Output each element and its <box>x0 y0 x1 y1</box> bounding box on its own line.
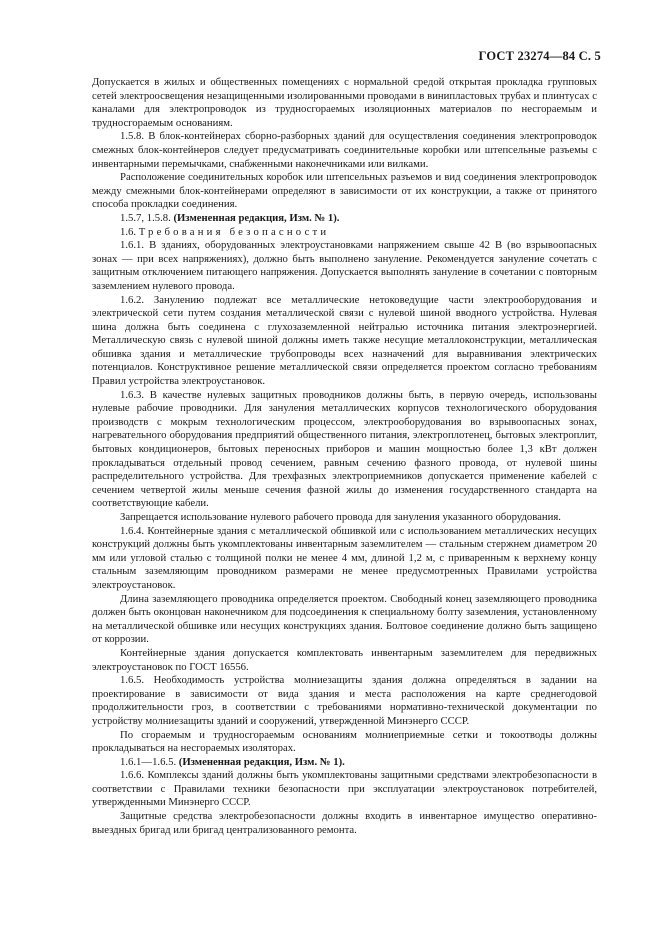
paragraph: 1.6.4. Контейнерные здания с металлической обшивкой или с использованием металлических несущих конструкций должны быть укомплектованы инвентарным заземлителем — стальным стержнем диаметром 20 мм или угловой сталью с толщиной полки не менее 4 мм, длиной 1,2 м, с приваренным к верхнему концу стальным заземляющим проводником размерами не менее предусмотренных Правилами устройства электроустановок. <box>92 524 597 591</box>
paragraph: 1.6.2. Занулению подлежат все металлические нетоковедущие части электрооборудования и электрической сети путем создания металлической связи с нулевой шиной вводного устройства. Нулевая шина должна быть соединена с глухозаземленной нейтралью источника питания электроэнергией. Металлическую связь с нулевой шиной должны иметь также несущие металлоконструкции, металлическая обшивка здания и металлические трубопроводы всех назначений для выравнивания электрических потенциалов. Конструктивное решение металлической связи определяется проектом согласно требованиям Правил устройства электроустановок. <box>92 293 597 388</box>
paragraph: Допускается в жилых и общественных помещениях с нормальной средой открытая прокладка групповых сетей электроосвещения незащищенными изолированными проводами в винипластовых трубах и плинтусах с каналами для электропроводок из трудносгораемых изоляционных материалов по несгораемым и трудносгораемым основаниям. <box>92 76 597 129</box>
paragraph: Контейнерные здания допускается комплектовать инвентарным заземлителем для передвижных электроустановок по ГОСТ 16556. <box>92 646 597 673</box>
section-title: Требования безопасности <box>138 225 330 238</box>
paragraph: По сгораемым и трудносгораемым основаниям молниеприемные сетки и токоотводы должны прокладываться на несгораемых изоляторах. <box>92 728 597 755</box>
page-header: ГОСТ 23274—84 С. 5 <box>478 49 601 63</box>
paragraph: 1.6.1. В зданиях, оборудованных электроустановками напряжением свыше 42 В (во взрывоопасных зонах — при всех напряжениях), должно быть выполнено зануление. Рекомендуется зануление сочетать с защитным отключением питающего напряжения. Допускается выполнять зануление в сочетании с повторным заземлением нулевого провода. <box>92 239 597 292</box>
paragraph: 1.5.8. В блок-контейнерах сборно-разборных зданий для осуществления соединения электропроводок смежных блок-контейнеров следует предусматривать соединительные коробки или штепсельные разъемы с инвентарными перемычками, снабженными наконечниками или вилками. <box>92 130 597 170</box>
paragraph: Запрещается использование нулевого рабочего провода для зануления указанного оборудования. <box>120 511 561 523</box>
paragraph: 1.6.6. Комплексы зданий должны быть укомплектованы защитными средствами электробезопасности в соответствии с Правилами техники безопасности при эксплуатации электроустановок потребителей, утвержденными Минэнерго СССР. <box>92 769 597 809</box>
section-heading <box>92 226 597 240</box>
section-number: 1.6. <box>120 225 139 238</box>
paragraph: 1.6.5. Необходимость устройства молниезащиты здания должна определяться в задании на проектирование в зависимости от вида здания и места расположения на карте среднегодовой продолжительности гроз, в соответствии с требованиями нормативно-технической документации по устройству молниезащиты зданий и сооружений, утвержденной Минэнерго СССР. <box>92 674 597 727</box>
revision-note <box>92 756 597 770</box>
paragraph: Длина заземляющего проводника определяется проектом. Свободный конец заземляющего проводника должен быть оконцован наконечником для подсоединения к специальному болту заземления, установленному на металлической обшивке или несущих конструкциях здания. Болтовое соединение должно быть защищено от коррозии. <box>92 592 597 646</box>
revision-prefix: 1.6.1—1.6.5. <box>120 755 179 768</box>
revision-note <box>92 212 597 226</box>
document-body <box>92 76 597 837</box>
paragraph: 1.6.3. В качестве нулевых защитных проводников должны быть, в первую очередь, использованы нулевые рабочие проводники. Для зануления металлических корпусов технологического оборудования производств с мокрым технологическим процессом, электрооборудования во взрывоопасных зонах, нагревательного оборудования предприятий общественного питания, электроплотенец, бытовых электроплит, бытовых кондиционеров, бытовых переносных приборов и машин мощностью более 1,3 кВт должен прокладываться отдельный провод сечением, равным сечению фазного провода, от нулевой шины распределительного устройства. Для трехфазных электроприемников допускается применение кабелей с сечением четвертой жилы меньше сечения фазной жилы до изменения государственного стандарта на соответствующие кабели. <box>92 388 597 510</box>
paragraph: Расположение соединительных коробок или штепсельных разъемов и вид соединения электропроводок между смежными блок-контейнерами определяют в зависимости от их конструкции, а также от принятого способа прокладки соединения. <box>92 171 597 211</box>
revision-prefix: 1.5.7, 1.5.8. <box>120 211 174 224</box>
paragraph: Защитные средства электробезопасности должны входить в инвентарное имущество оперативно-выездных бригад или бригад централизованного ремонта. <box>92 810 597 836</box>
revision-label: (Измененная редакция, Изм. № 1). <box>173 211 340 224</box>
revision-label: (Измененная редакция, Изм. № 1). <box>178 755 345 768</box>
